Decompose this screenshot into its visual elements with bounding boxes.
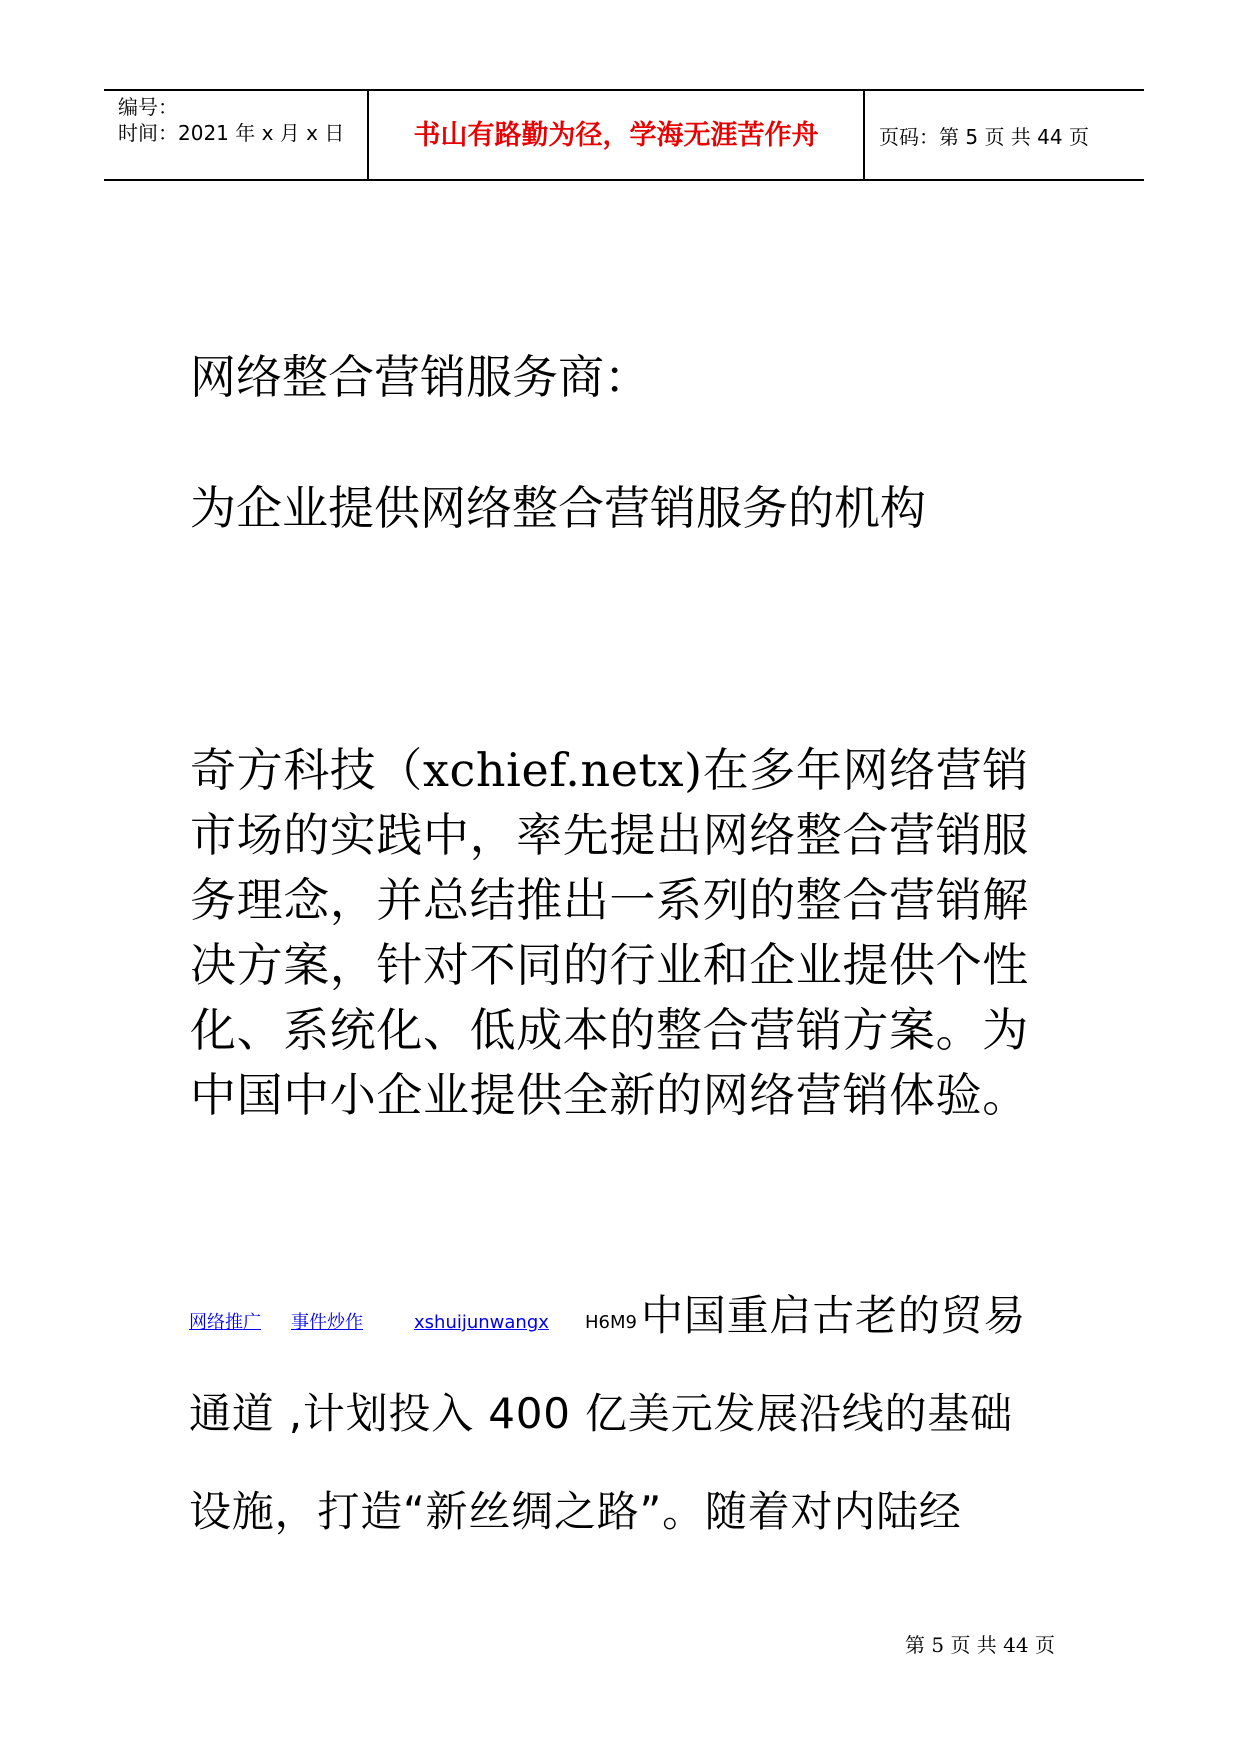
link-shuijun[interactable]: xshuijunwangx [414,1312,549,1333]
heading-service-provider: 网络整合营销服务商： [190,350,650,404]
news-line-3: 设施，打造“新丝绸之路”。随着对内陆经 [189,1487,962,1536]
header-right-cell [865,91,1144,179]
code-text: H6M9 [585,1312,637,1333]
link-event-hype[interactable]: 事件炒作 [291,1312,363,1333]
motto-text: 书山有路勤为径，学海无涯苦作舟 [413,120,819,151]
header-table [104,89,1144,181]
page-code: 页码：第 5 页 共 44 页 [879,125,1089,149]
serial-label: 编号： [118,95,178,119]
main-paragraph: 奇方科技（xchief.netx)在多年网络营销市场的实践中，率先提出网络整合营销服务理念，并总结推出一系列的整合营销解决方案，针对不同的行业和企业提供个性化、系统化、低成本的整合营销方案。为中国中小企业提供全新的网络营销体验。 [190,743,1029,1122]
heading-definition: 为企业提供网络整合营销服务的机构 [190,481,926,535]
header-left-cell [104,91,369,179]
time-label: 时间：2021 年 x 月 x 日 [118,121,345,145]
link-row [189,1288,1059,1348]
link-network-promotion[interactable]: 网络推广 [189,1312,261,1333]
news-line-2: 通道 ,计划投入 400 亿美元发展沿线的基础 [189,1389,1013,1438]
header-middle-cell [369,91,865,179]
news-line-1: 中国重启古老的贸易 [641,1291,1027,1340]
page-footer: 第 5 页 共 44 页 [905,1633,1055,1657]
